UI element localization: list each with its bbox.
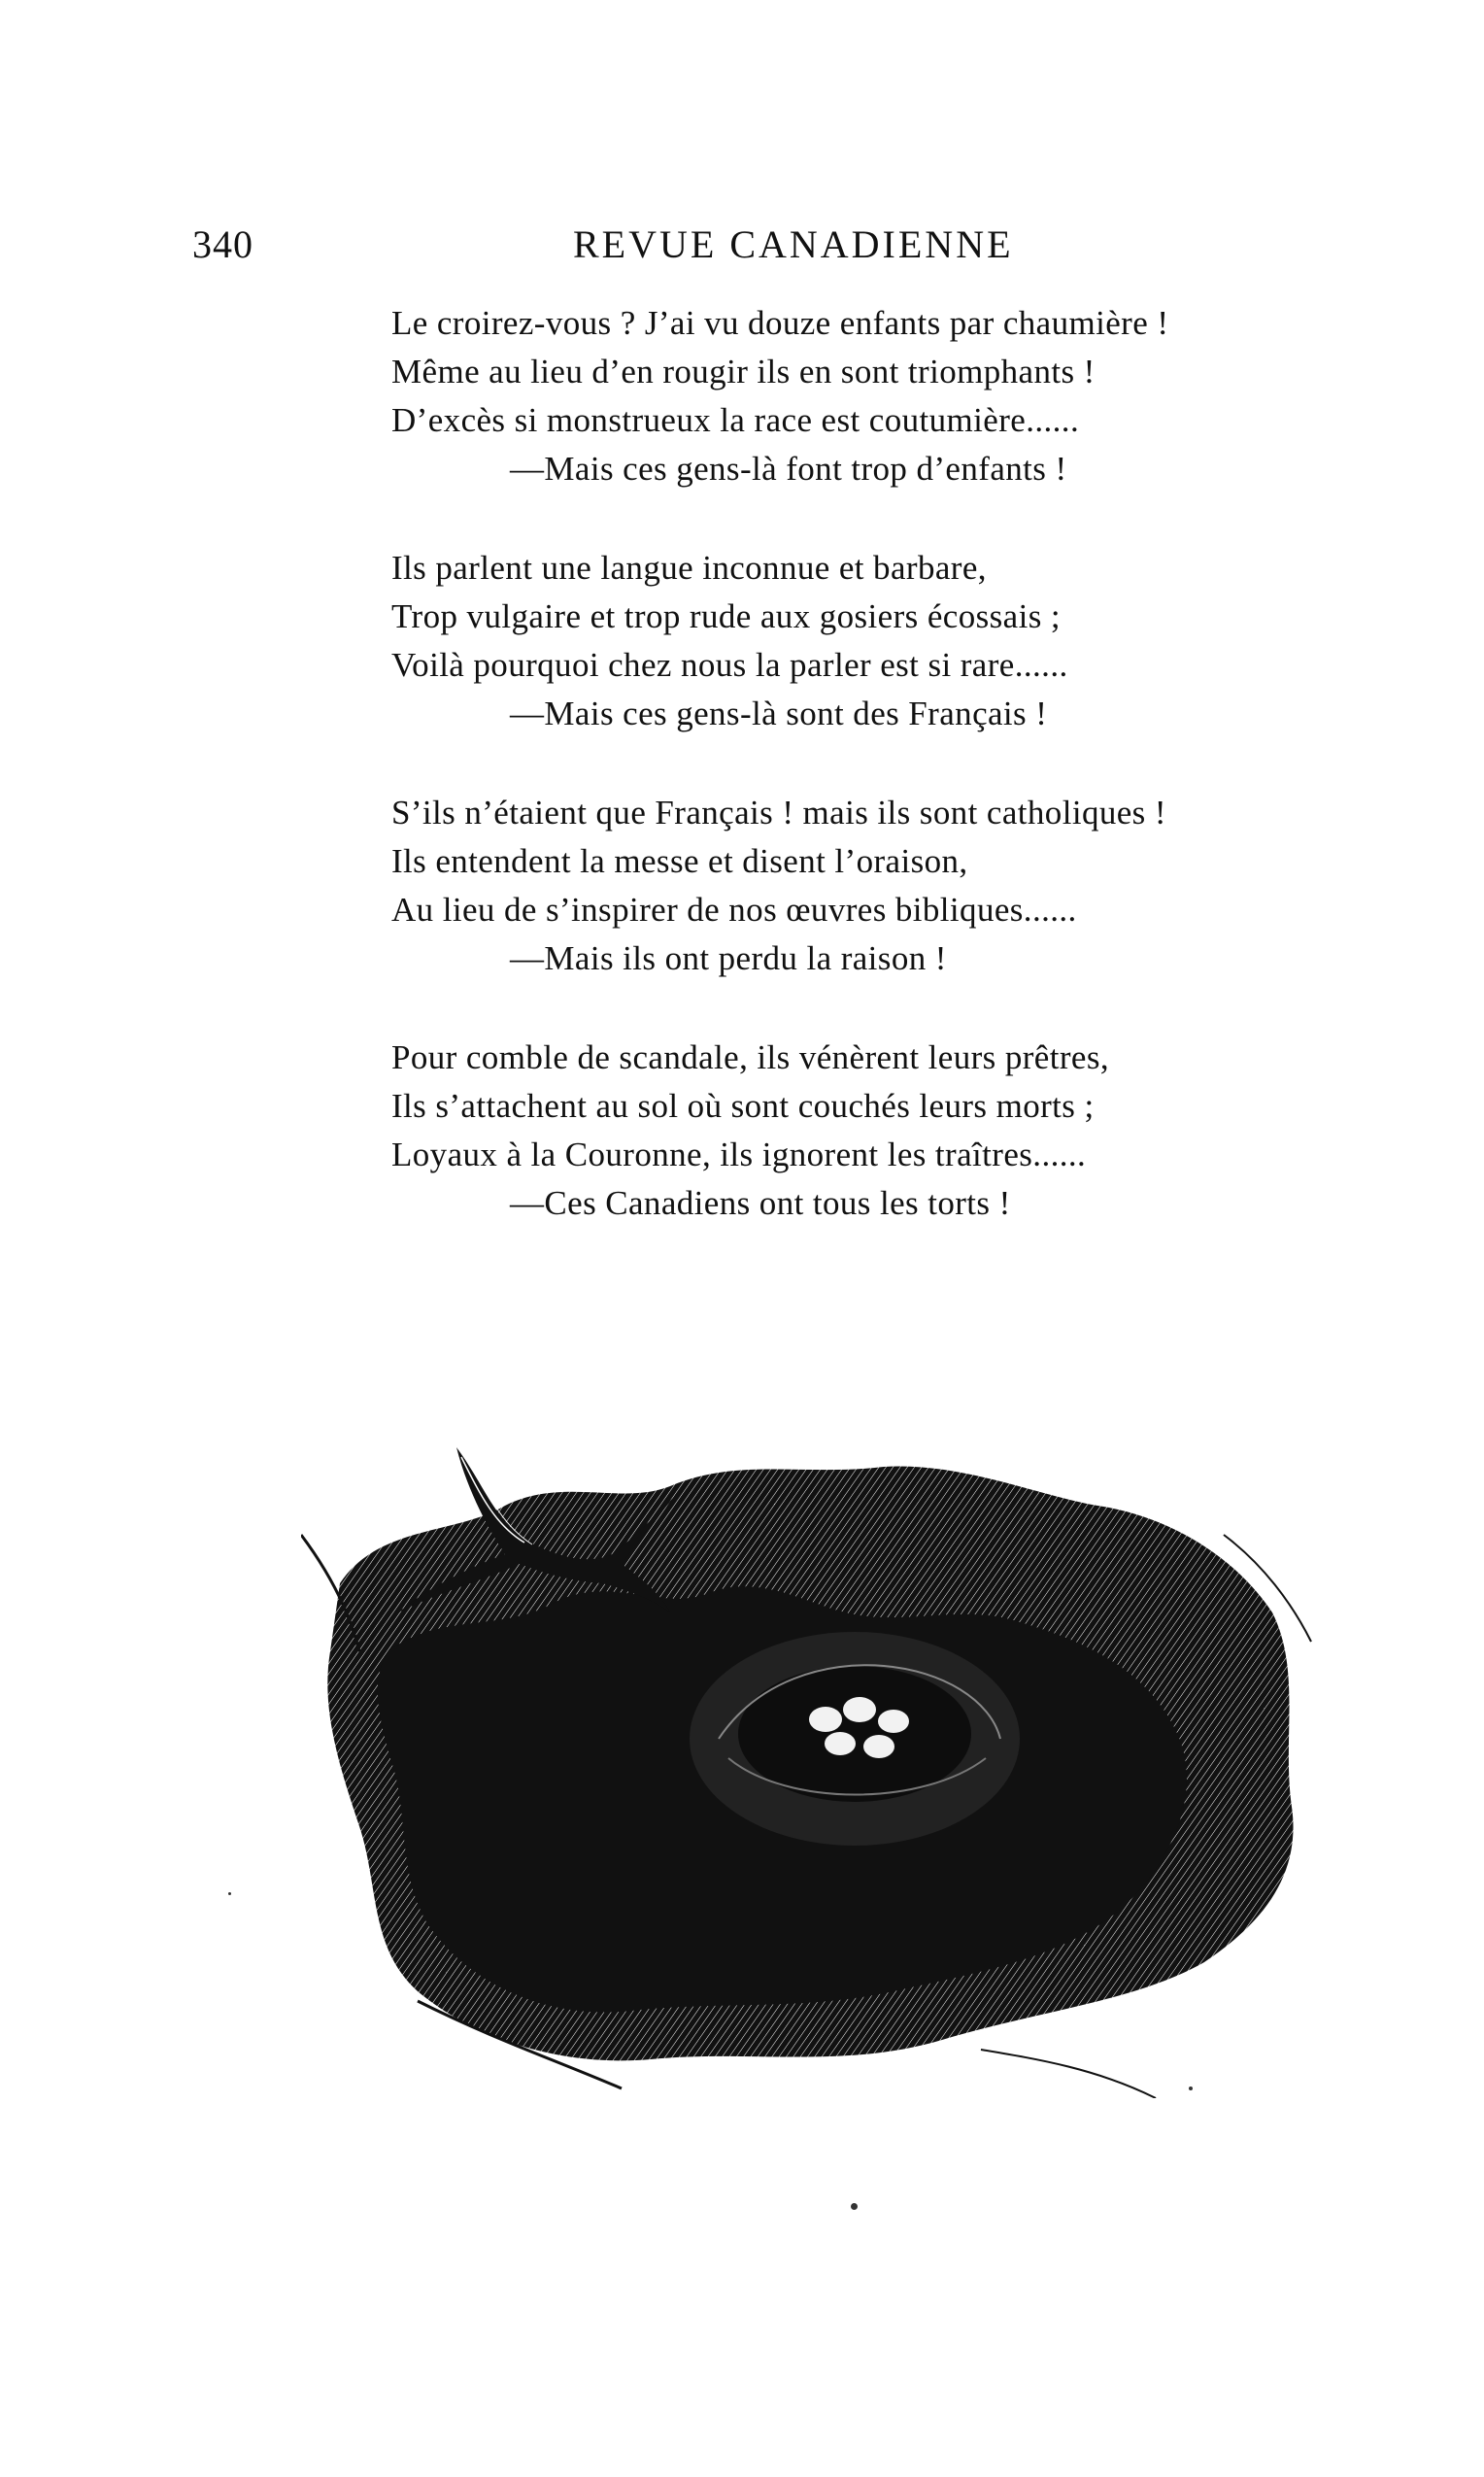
verse-line: Ils parlent une langue inconnue et barbare, (391, 549, 987, 587)
stanza-3 (391, 789, 1363, 983)
verse-line: Pour comble de scandale, ils vénèrent leurs prêtres, (391, 1038, 1110, 1076)
page-number: 340 (192, 222, 253, 266)
verse-line: Au lieu de s’inspirer de nos œuvres bibliques...... (391, 891, 1077, 929)
refrain-line: —Ces Canadiens ont tous les torts ! (510, 1184, 1011, 1222)
journal-title: REVUE CANADIENNE (573, 222, 1014, 266)
ink-speck (851, 2203, 858, 2210)
verse-line: Ils entendent la messe et disent l’oraison, (391, 842, 968, 880)
nest-illustration (690, 1632, 1020, 1846)
running-head (0, 221, 1484, 280)
verse-line: Même au lieu d’en rougir ils en sont triomphants ! (391, 353, 1096, 390)
stanza-4 (391, 1034, 1363, 1228)
stanza-1 (391, 299, 1363, 493)
verse-line: Le croirez-vous ? J’ai vu douze enfants par chaumière ! (391, 304, 1169, 342)
ink-speck (228, 1892, 231, 1895)
verse-line: Loyaux à la Couronne, ils ignorent les traîtres...... (391, 1136, 1087, 1173)
refrain-line: —Mais ces gens-là sont des Français ! (510, 695, 1048, 732)
verse-line: Voilà pourquoi chez nous la parler est si rare...... (391, 646, 1068, 684)
verse-line: Ils s’attachent au sol où sont couchés leurs morts ; (391, 1087, 1095, 1125)
ink-speck (1189, 2087, 1193, 2090)
nest-engraving (301, 1418, 1321, 2098)
verse-line: D’excès si monstrueux la race est coutumière...... (391, 401, 1080, 439)
refrain-line: —Mais ces gens-là font trop d’enfants ! (510, 450, 1067, 488)
refrain-line: —Mais ils ont perdu la raison ! (510, 939, 947, 977)
poem (391, 299, 1363, 1278)
verse-line: Trop vulgaire et trop rude aux gosiers écossais ; (391, 597, 1062, 635)
verse-line: S’ils n’étaient que Français ! mais ils sont catholiques ! (391, 794, 1166, 831)
stanza-2 (391, 544, 1363, 738)
